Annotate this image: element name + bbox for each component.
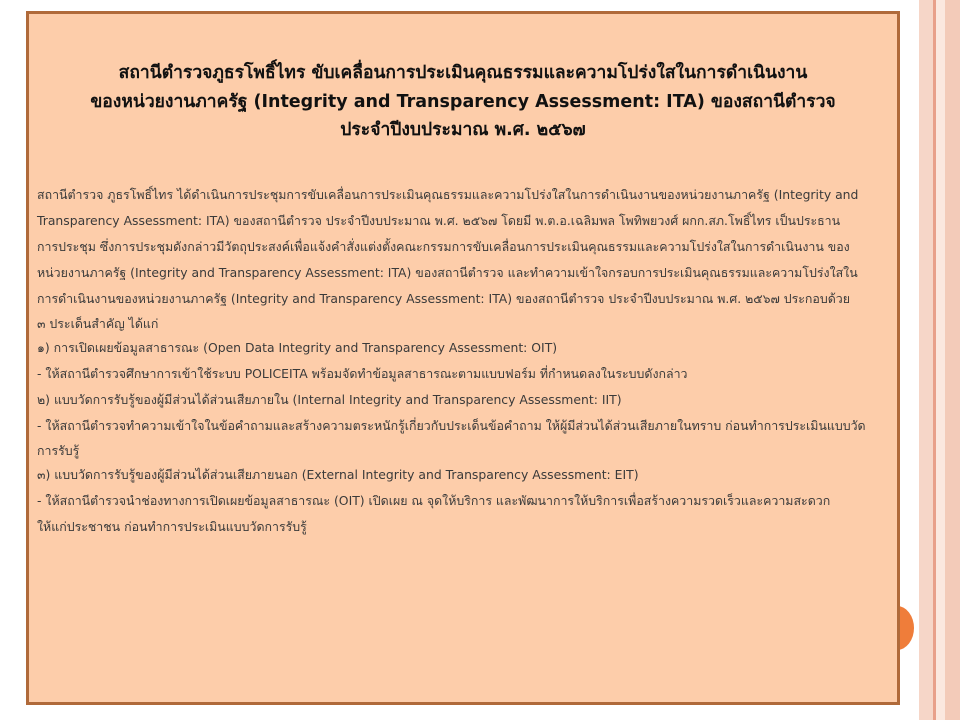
- body-line-2: Transparency Assessment: ITA) ของสถานีตำรวจ ประจำปีงบประมาณ พ.ศ. ๒๕๖๗ โดยมี พ.ต.อ.เฉลิมพล โพทิพยวงศ์ ผกก.สภ.โพธิ์ไทร เป็นประธาน: [37, 213, 841, 228]
- body-line-4: หน่วยงานภาครัฐ (Integrity and Transparency Assessment: ITA) ของสถานีตำรวจ และทำความเข้าใจกรอบการประเมินคุณธรรมและความโปร่งใสใน: [37, 265, 858, 280]
- decorative-stripe: [919, 0, 933, 720]
- body-line-8: - ให้สถานีตำรวจศึกษาการเข้าใช้ระบบ POLICEITA พร้อมจัดทำข้อมูลสาธารณะตามแบบฟอร์ม ที่กำหนดลงในระบบดังกล่าว: [37, 366, 688, 381]
- body-line-7: ๑) การเปิดเผยข้อมูลสาธารณะ (Open Data Integrity and Transparency Assessment: OIT): [37, 340, 558, 355]
- body-line-10: - ให้สถานีตำรวจทำความเข้าใจในข้อคำถามและสร้างความตระหนักรู้เกี่ยวกับประเด็นข้อคำถาม ให้ผู้มีส่วนได้ส่วนเสียภายในทราบ ก่อนทำการประเมินแบบวัด: [37, 418, 866, 433]
- body-line-3: การประชุม ซึ่งการประชุมดังกล่าวมีวัตถุประสงค์เพื่อแจ้งคำสั่งแต่งตั้งคณะกรรมการขับเคลื่อนการประเมินคุณธรรมและความโปร่งใสในการดำเนินงาน ของ: [37, 239, 850, 254]
- body-line-5: การดำเนินงานของหน่วยงานภาครัฐ (Integrity and Transparency Assessment: ITA) ของสถานีตำรวจ ประจำปีงบประมาณ พ.ศ. ๒๕๖๗ ประกอบด้วย: [37, 291, 850, 306]
- body-line-13: - ให้สถานีตำรวจนำช่องทางการเปิดเผยข้อมูลสาธารณะ (OIT) เปิดเผย ณ จุดให้บริการ และพัฒนาการให้บริการเพื่อสร้างความรวดเร็วและความสะดวก: [37, 493, 831, 508]
- decorative-stripe: [945, 0, 960, 720]
- body-line-12: ๓) แบบวัดการรับรู้ของผู้มีส่วนได้ส่วนเสียภายนอก (External Integrity and Transparency Assessment: EIT): [37, 467, 639, 482]
- decorative-stripe: [936, 0, 945, 720]
- body-line-6: ๓ ประเด็นสำคัญ ได้แก่: [37, 316, 159, 331]
- title-line-2: ของหน่วยงานภาครัฐ (Integrity and Transparency Assessment: ITA) ของสถานีตำรวจ: [90, 91, 836, 112]
- body-line-9: ๒) แบบวัดการรับรู้ของผู้มีส่วนได้ส่วนเสียภายใน (Internal Integrity and Transparency Assessment: IIT): [37, 392, 622, 407]
- page-title: [29, 59, 897, 145]
- slide-content-panel: [26, 11, 900, 705]
- body-line-14: ให้แก่ประชาชน ก่อนทำการประเมินแบบวัดการรับรู้: [37, 519, 307, 534]
- title-line-3: ประจำปีงบประมาณ พ.ศ. ๒๕๖๗: [340, 120, 586, 140]
- body-text: [37, 182, 893, 540]
- title-line-1: สถานีตำรวจภูธรโพธิ์ไทร ขับเคลื่อนการประเมินคุณธรรมและความโปร่งใสในการดำเนินงาน: [118, 63, 808, 83]
- body-line-11: การรับรู้: [37, 443, 80, 458]
- body-line-1: สถานีตำรวจ ภูธรโพธิ์ไทร ได้ดำเนินการประชุมการขับเคลื่อนการประเมินคุณธรรมและความโปร่งใสในการดำเนินงานของหน่วยงานภาครัฐ (Integrity and: [37, 187, 859, 202]
